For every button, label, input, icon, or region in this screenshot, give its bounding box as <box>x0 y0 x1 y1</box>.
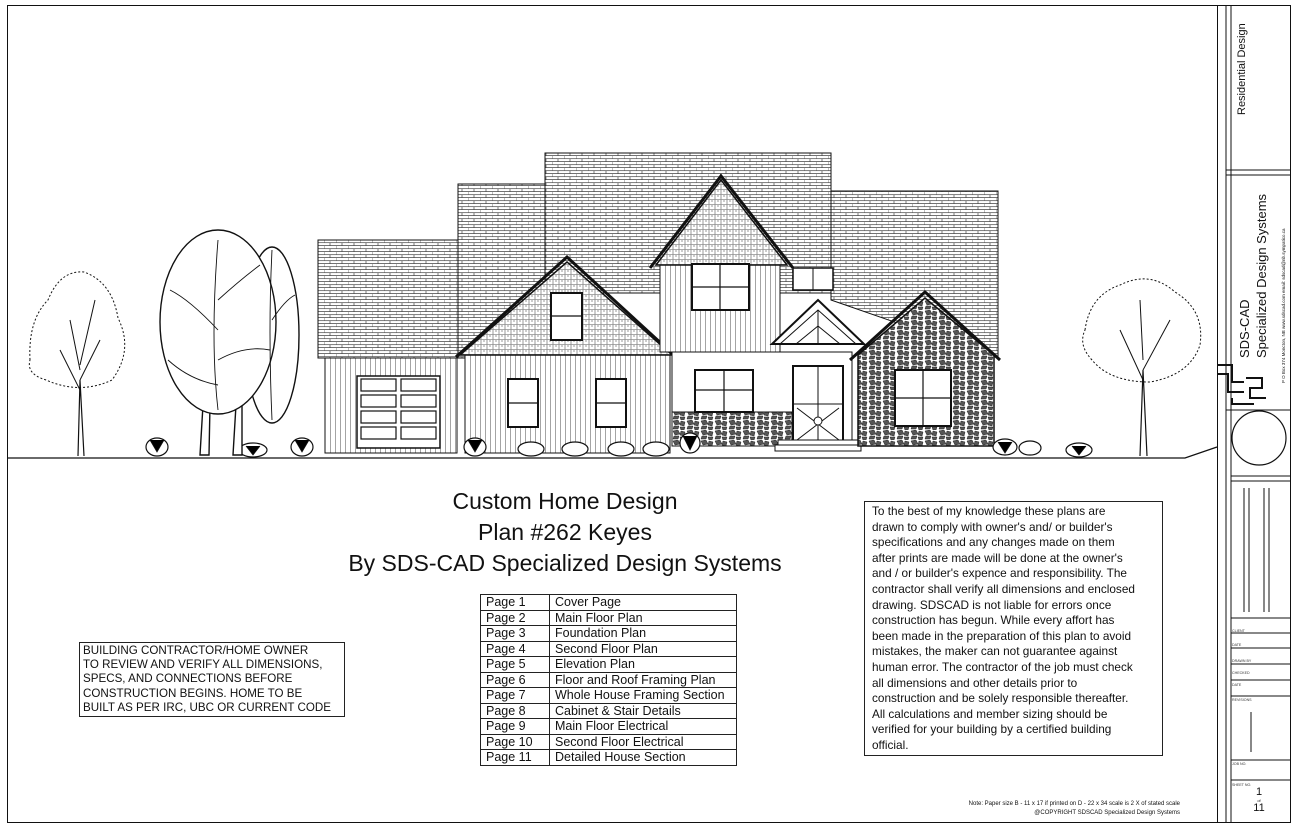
index-row <box>481 719 737 735</box>
contractor-notice-box <box>79 642 345 717</box>
index-page-name: Main Floor Plan <box>550 610 737 626</box>
tb-label-sheet-no: SHEET NO. <box>1232 783 1252 787</box>
disclaimer-line: specifications and any changes made on them <box>872 535 1115 550</box>
disclaimer-line: construction has begun. While every affort has <box>872 613 1115 628</box>
tb-label-date: DATE <box>1232 643 1242 647</box>
index-page-name: Cabinet & Stair Details <box>550 703 737 719</box>
tb-label-revisions: REVISIONS <box>1232 698 1252 702</box>
sheet-of-label: of <box>1257 798 1261 803</box>
index-row <box>481 688 737 704</box>
disclaimer-line: human error. The contractor of the job must check <box>872 659 1133 674</box>
index-page-name: Elevation Plan <box>550 657 737 673</box>
disclaimer-line: drawing. SDSCAD is not liable for errors once <box>872 597 1112 612</box>
notice-line: CONSTRUCTION BEGINS. HOME TO BE <box>83 686 303 700</box>
copyright-note: @COPYRIGHT SDSCAD Specialized Design Systems <box>1034 810 1180 816</box>
residential-design-label: Residential Design <box>1236 23 1248 115</box>
disclaimer-line: contractor shall verify all dimensions and enclosed <box>872 581 1135 596</box>
disclaimer-line: verified for your building by a certified building <box>872 722 1112 737</box>
disclaimer-line: construction and be solely responsible thereafter. <box>872 691 1129 706</box>
index-page-number: Page 11 <box>481 750 550 766</box>
index-page-name: Second Floor Electrical <box>550 734 737 750</box>
index-page-name: Cover Page <box>550 595 737 611</box>
seal-circle <box>1232 411 1286 465</box>
index-row <box>481 595 737 611</box>
index-page-number: Page 7 <box>481 688 550 704</box>
notice-line: TO REVIEW AND VERIFY ALL DIMENSIONS, <box>83 658 323 672</box>
footnote <box>930 800 1180 818</box>
index-row <box>481 672 737 688</box>
disclaimer-line: and / or builder's expence and responsibility. The <box>872 566 1127 581</box>
sheet-number: 1 <box>1255 786 1263 798</box>
tb-label-checked: CHECKED <box>1232 671 1250 675</box>
sds-logo <box>1218 365 1266 404</box>
company-name-line2: Specialized Design Systems <box>1254 193 1269 358</box>
index-row <box>481 626 737 642</box>
tb-label-job-no: JOB NO. <box>1232 762 1247 766</box>
index-page-name: Main Floor Electrical <box>550 719 737 735</box>
index-row <box>481 641 737 657</box>
title-line-2: Plan #262 Keyes <box>478 519 652 545</box>
notice-line: SPECS, AND CONNECTIONS BEFORE <box>83 672 293 686</box>
index-page-number: Page 9 <box>481 719 550 735</box>
disclaimer-line: all dimensions and other details prior to <box>872 675 1078 690</box>
company-address: P O Box 374 Moncton, NB www.sdscad.com email: sdscad@nb.sympatico.ca <box>1281 228 1286 383</box>
page-index-table <box>480 594 737 766</box>
index-page-name: Whole House Framing Section <box>550 688 737 704</box>
index-page-number: Page 5 <box>481 657 550 673</box>
title-line-3: By SDS-CAD Specialized Design Systems <box>348 550 782 576</box>
index-page-name: Second Floor Plan <box>550 641 737 657</box>
disclaimer-line: mistakes, the maker can not guarantee against <box>872 644 1118 659</box>
index-page-name: Floor and Roof Framing Plan <box>550 672 737 688</box>
index-page-number: Page 2 <box>481 610 550 626</box>
paper-size-note: Note: Paper size B - 11 x 17 if printed on D - 22 x 34 scale is 2 X of stated scale <box>968 801 1180 807</box>
plan-title <box>300 486 830 579</box>
title-line-1: Custom Home Design <box>452 488 678 514</box>
tb-label-client: CLIENT <box>1232 629 1245 633</box>
notice-line: BUILT AS PER IRC, UBC OR CURRENT CODE <box>83 700 332 714</box>
disclaimer-line: after prints are made will be done at the owner's <box>872 550 1123 565</box>
total-sheets: 11 <box>1253 802 1265 814</box>
index-page-name: Detailed House Section <box>550 750 737 766</box>
index-page-number: Page 8 <box>481 703 550 719</box>
disclaimer-line: All calculations and member sizing should be <box>872 706 1108 721</box>
index-page-number: Page 1 <box>481 595 550 611</box>
tb-label-date-2: DATE <box>1232 683 1242 687</box>
disclaimer-line: To the best of my knowledge these plans are <box>872 504 1106 518</box>
index-page-number: Page 10 <box>481 734 550 750</box>
index-row <box>481 703 737 719</box>
index-row <box>481 750 737 766</box>
index-row <box>481 657 737 673</box>
notice-line: BUILDING CONTRACTOR/HOME OWNER <box>83 644 309 657</box>
index-page-number: Page 3 <box>481 626 550 642</box>
index-page-name: Foundation Plan <box>550 626 737 642</box>
index-row <box>481 610 737 626</box>
disclaimer-line: official. <box>872 737 909 752</box>
disclaimer-line: been made in the preparation of this plan to avoid <box>872 628 1132 643</box>
index-page-number: Page 6 <box>481 672 550 688</box>
index-row <box>481 734 737 750</box>
tb-label-drawn-by: DRAWN BY <box>1232 659 1252 663</box>
disclaimer-line: drawn to comply with owner's and/ or builder's <box>872 519 1113 534</box>
company-name-line1: SDS-CAD <box>1237 299 1252 358</box>
index-page-number: Page 4 <box>481 641 550 657</box>
sheet-number-box <box>1245 787 1273 814</box>
disclaimer-box <box>864 501 1163 756</box>
